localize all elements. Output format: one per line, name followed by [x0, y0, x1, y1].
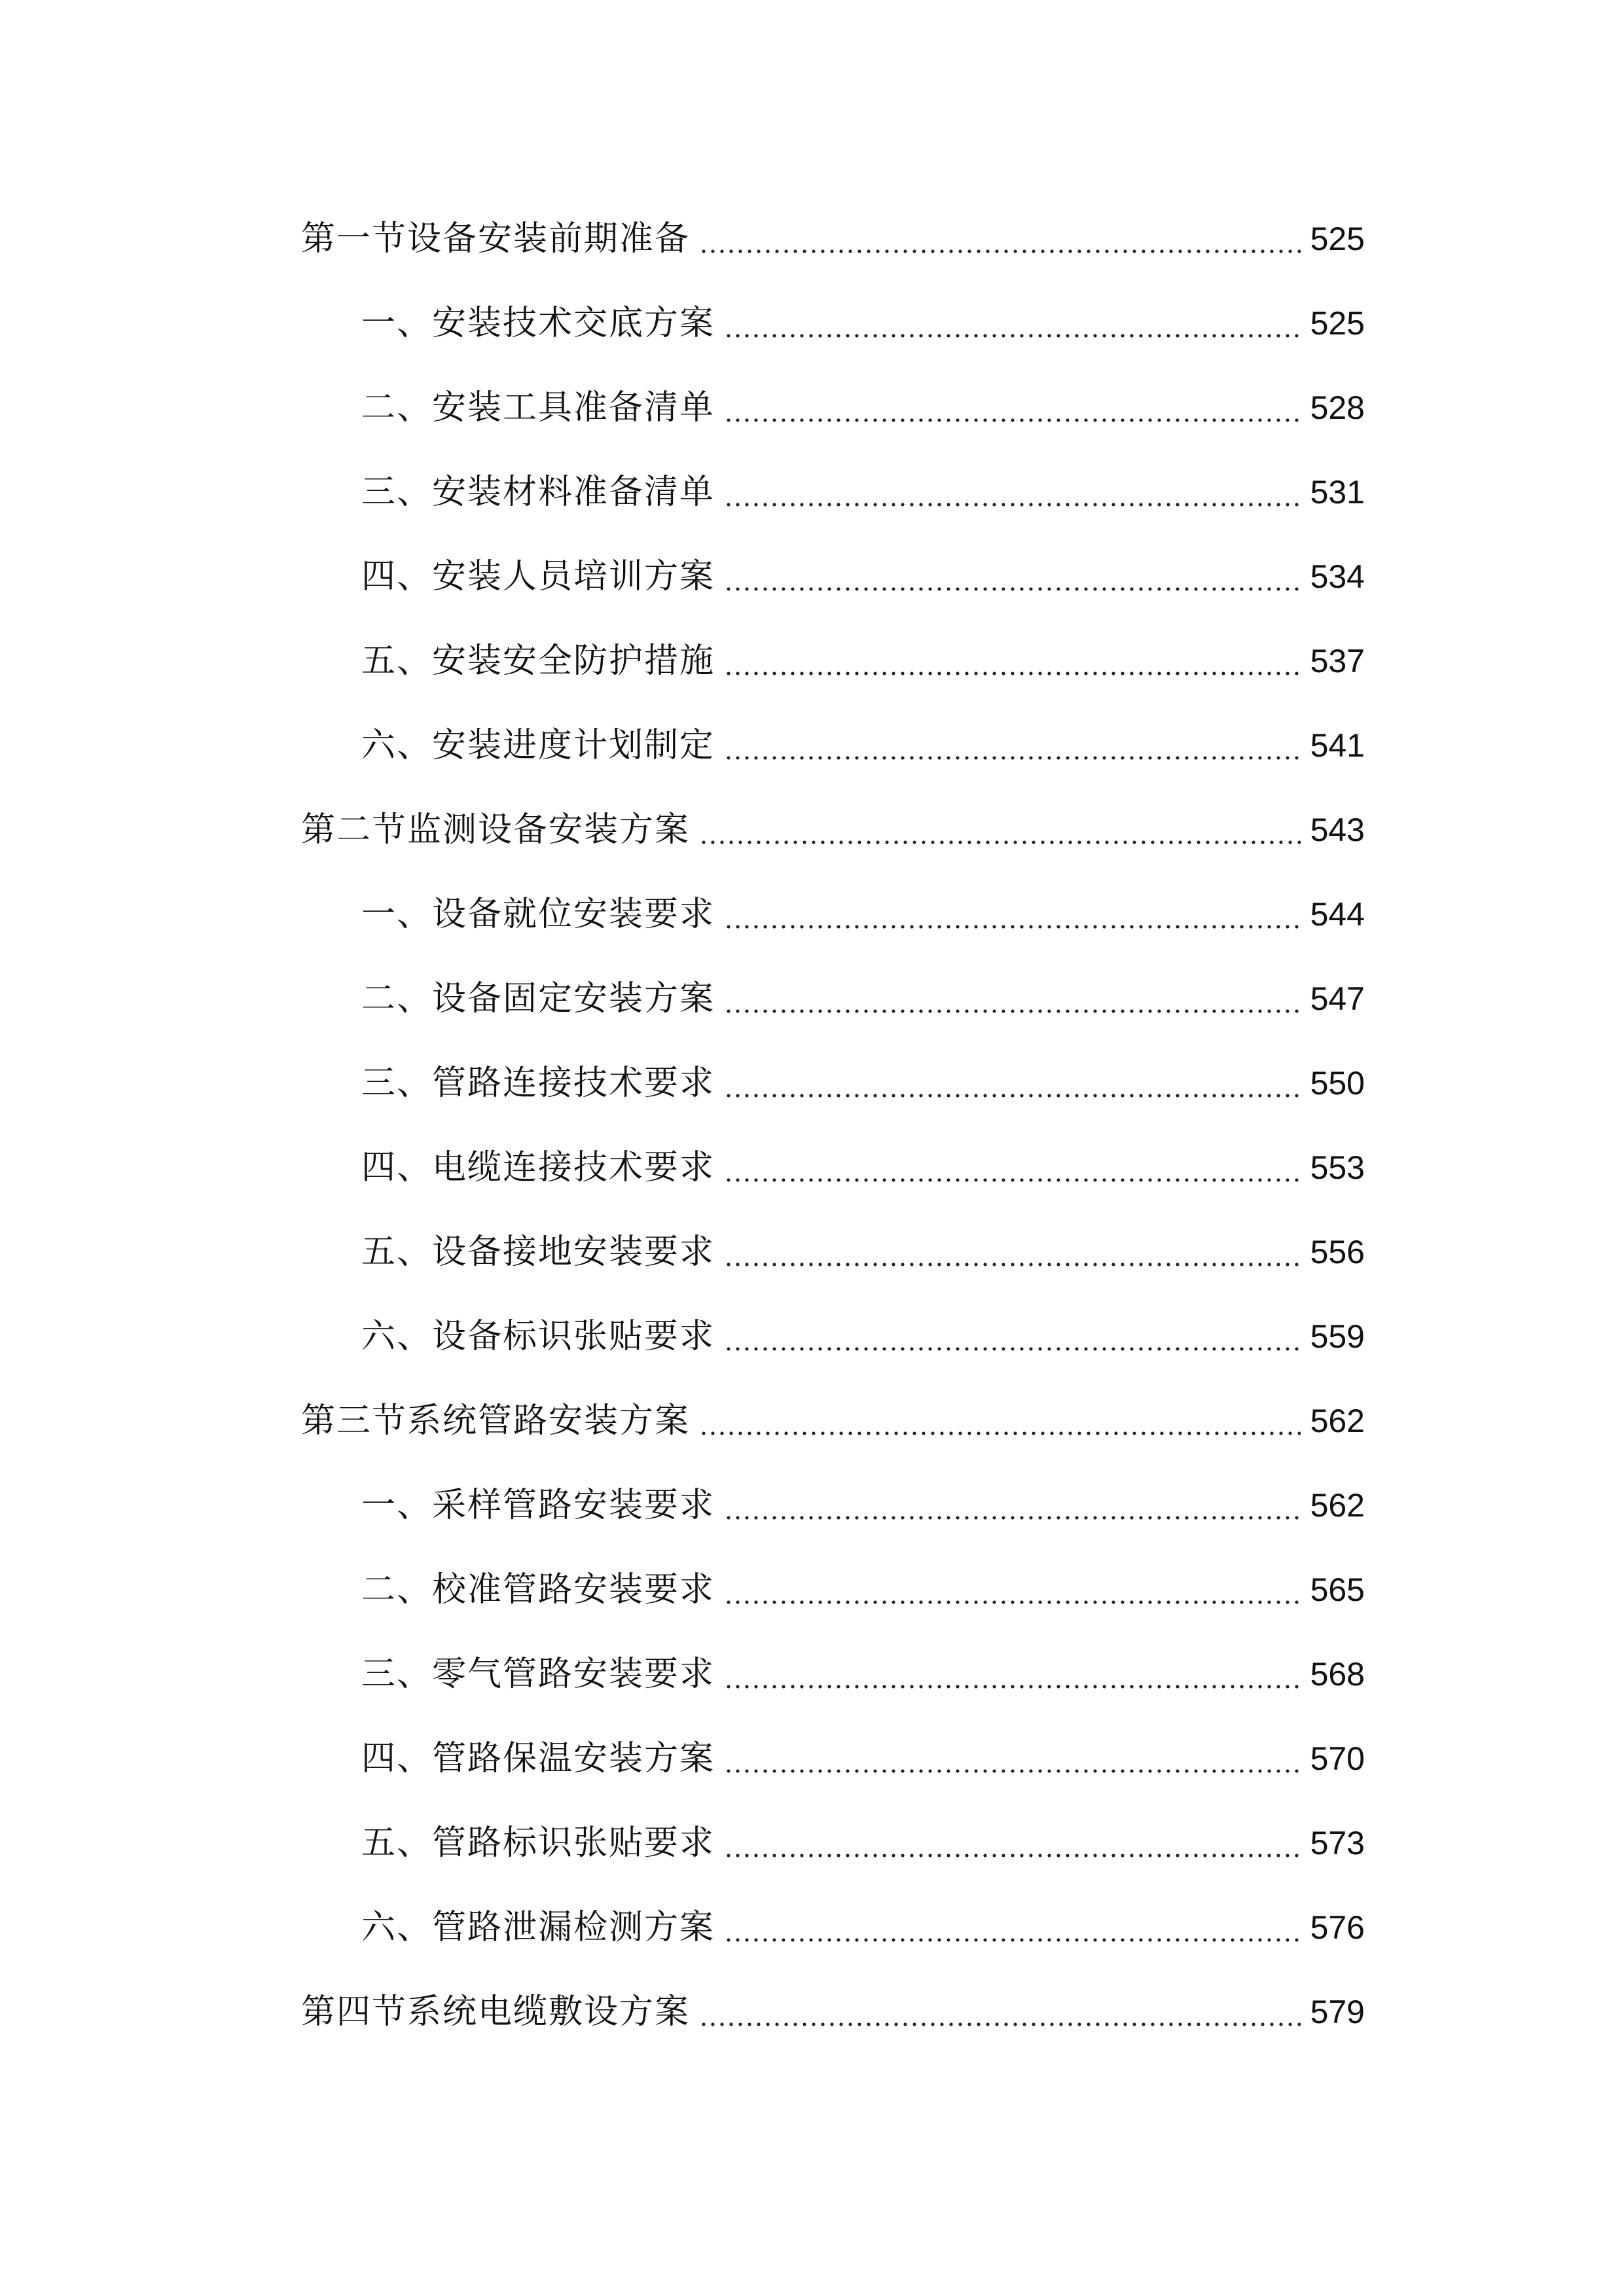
toc-dot-leader	[724, 1050, 1301, 1116]
toc-dot-leader	[724, 1135, 1301, 1200]
toc-page-number: 537	[1310, 643, 1365, 679]
toc-dot-leader	[724, 713, 1301, 778]
toc-entry-title: 四、电缆连接技术要求	[361, 1148, 715, 1187]
toc-entry-title: 三、管路连接技术要求	[361, 1064, 715, 1103]
toc-page-number: 562	[1310, 1403, 1365, 1439]
toc-entry[interactable]	[301, 1050, 1365, 1116]
toc-dot-leader	[724, 544, 1301, 609]
toc-page-number: 562	[1310, 1487, 1365, 1524]
toc-page-number: 525	[1310, 221, 1365, 257]
toc-entry[interactable]	[301, 797, 1365, 863]
toc-page-number: 534	[1310, 558, 1365, 595]
toc-entry[interactable]	[301, 1304, 1365, 1369]
toc-entry-title: 五、管路标识张贴要求	[361, 1823, 715, 1863]
toc-page-number: 579	[1310, 1994, 1365, 2030]
toc-page-number: 528	[1310, 389, 1365, 426]
toc-dot-leader	[724, 1304, 1301, 1369]
toc-entry-title: 六、设备标识张贴要求	[361, 1317, 715, 1356]
toc-page-number: 556	[1310, 1234, 1365, 1270]
toc-entry-title: 第三节系统管路安装方案	[301, 1401, 691, 1441]
toc-entry-title: 二、设备固定安装方案	[361, 979, 715, 1018]
toc-page-number: 573	[1310, 1825, 1365, 1861]
toc-dot-leader	[699, 1388, 1301, 1454]
toc-entry[interactable]	[301, 1557, 1365, 1623]
toc-page-number: 568	[1310, 1656, 1365, 1693]
toc-entry[interactable]	[301, 1388, 1365, 1454]
toc-page-number: 550	[1310, 1065, 1365, 1102]
toc-entry-title: 二、校准管路安装要求	[361, 1570, 715, 1609]
toc-dot-leader	[724, 1219, 1301, 1285]
toc-entry-title: 五、安装安全防护措施	[361, 641, 715, 681]
toc-entry-title: 第四节系统电缆敷设方案	[301, 1992, 691, 2032]
toc-entry[interactable]	[301, 1219, 1365, 1285]
toc-dot-leader	[724, 1726, 1301, 1791]
toc-entry-title: 六、安装进度计划制定	[361, 726, 715, 765]
toc-entry[interactable]	[301, 459, 1365, 525]
toc-dot-leader	[724, 291, 1301, 356]
toc-entry[interactable]	[301, 1473, 1365, 1538]
toc-entry-title: 四、安装人员培训方案	[361, 557, 715, 596]
toc-entry[interactable]	[301, 206, 1365, 272]
toc-entry-title: 六、管路泄漏检测方案	[361, 1908, 715, 1947]
toc-entry-title: 四、管路保温安装方案	[361, 1739, 715, 1778]
toc-page-number: 570	[1310, 1740, 1365, 1777]
toc-dot-leader	[724, 1810, 1301, 1876]
toc-entry[interactable]	[301, 882, 1365, 947]
toc-page-number: 531	[1310, 474, 1365, 511]
toc-dot-leader	[724, 1641, 1301, 1707]
toc-page-number: 547	[1310, 980, 1365, 1017]
toc-dot-leader	[724, 966, 1301, 1031]
toc-entry[interactable]	[301, 1135, 1365, 1200]
toc-entry[interactable]	[301, 291, 1365, 356]
toc-page-number: 541	[1310, 727, 1365, 764]
toc-dot-leader	[724, 628, 1301, 694]
toc-entry-title: 五、设备接地安装要求	[361, 1232, 715, 1272]
toc-entry-title: 三、安装材料准备清单	[361, 473, 715, 512]
toc-entry[interactable]	[301, 628, 1365, 694]
toc-entry[interactable]	[301, 1979, 1365, 2045]
toc-entry[interactable]	[301, 713, 1365, 778]
toc-entry[interactable]	[301, 375, 1365, 440]
toc-dot-leader	[699, 206, 1301, 272]
toc-dot-leader	[724, 459, 1301, 525]
toc-entry-title: 三、零气管路安装要求	[361, 1655, 715, 1694]
toc-entry-title: 第二节监测设备安装方案	[301, 810, 691, 850]
toc-entry[interactable]	[301, 1641, 1365, 1707]
toc-dot-leader	[724, 1473, 1301, 1538]
toc-entry-title: 一、设备就位安装要求	[361, 895, 715, 934]
toc-entry-title: 二、安装工具准备清单	[361, 388, 715, 427]
toc-entry[interactable]	[301, 544, 1365, 609]
toc-page-number: 559	[1310, 1318, 1365, 1355]
toc-entry[interactable]	[301, 1726, 1365, 1791]
toc-page-number: 525	[1310, 305, 1365, 342]
toc-page-number: 544	[1310, 896, 1365, 933]
toc-entry-title: 第一节设备安装前期准备	[301, 219, 691, 259]
toc-dot-leader	[699, 1979, 1301, 2045]
toc-entry[interactable]	[301, 1810, 1365, 1876]
toc-dot-leader	[724, 882, 1301, 947]
toc-page-number: 576	[1310, 1909, 1365, 1946]
toc-dot-leader	[699, 797, 1301, 863]
toc-dot-leader	[724, 1557, 1301, 1623]
table-of-contents	[301, 0, 1365, 2296]
toc-entry[interactable]	[301, 966, 1365, 1031]
toc-entry[interactable]	[301, 1895, 1365, 1960]
toc-entry-title: 一、安装技术交底方案	[361, 304, 715, 343]
toc-page-number: 543	[1310, 812, 1365, 848]
toc-dot-leader	[724, 375, 1301, 440]
toc-page-number: 565	[1310, 1571, 1365, 1608]
toc-dot-leader	[724, 1895, 1301, 1960]
toc-entry-title: 一、采样管路安装要求	[361, 1486, 715, 1525]
toc-page-number: 553	[1310, 1149, 1365, 1186]
